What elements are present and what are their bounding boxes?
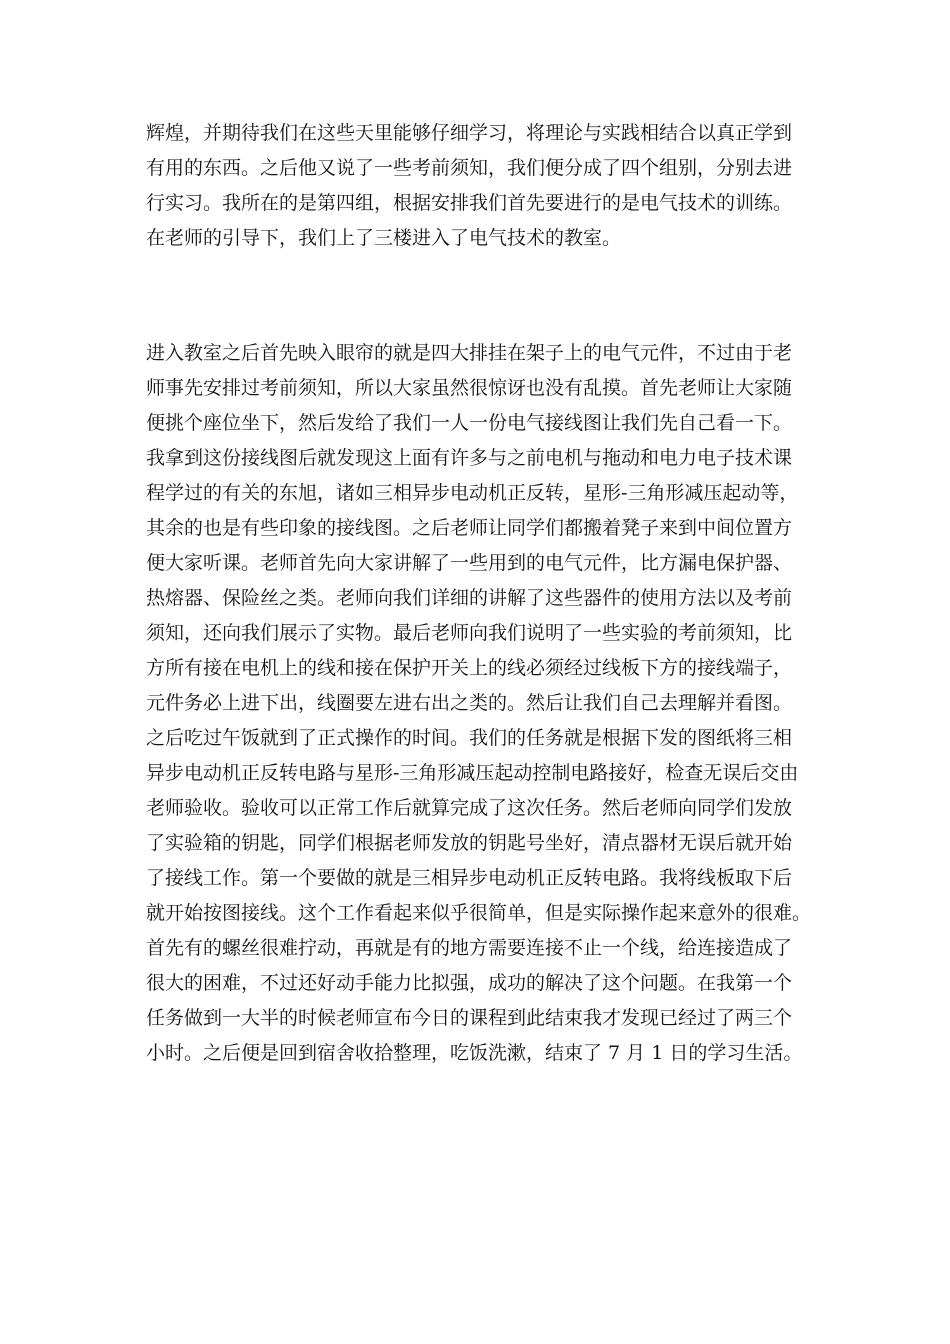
paragraph-line: 了接线工作。第一个要做的就是三相异步电动机正反转电路。我将线板取下后 (146, 867, 793, 889)
paragraph-2 (146, 336, 816, 1071)
paragraph-line: 我拿到这份接线图后就发现这上面有许多与之前电机与拖动和电力电子技术课 (146, 447, 793, 469)
paragraph-line: 小时。之后便是回到宿舍收拾整理，吃饭洗漱，结束了 7 月 1 日的学习生活。 (146, 1042, 803, 1064)
paragraph-line: 有用的东西。之后他又说了一些考前须知，我们便分成了四个组别，分别去进 (146, 157, 793, 179)
paragraph-line: 进入教室之后首先映入眼帘的就是四大排挂在架子上的电气元件，不过由于老 (146, 342, 793, 364)
paragraph-line: 便挑个座位坐下，然后发给了我们一人一份电气接线图让我们先自己看一下。 (146, 412, 793, 434)
paragraph-line: 须知，还向我们展示了实物。最后老师向我们说明了一些实验的考前须知，比 (146, 622, 793, 644)
paragraph-line: 之后吃过午饭就到了正式操作的时间。我们的任务就是根据下发的图纸将三相 (146, 727, 793, 749)
paragraph-line: 师事先安排过考前须知，所以大家虽然很惊讶也没有乱摸。首先老师让大家随 (146, 377, 793, 399)
paragraph-line: 行实习。我所在的是第四组，根据安排我们首先要进行的是电气技术的训练。 (146, 192, 793, 214)
paragraph-line: 老师验收。验收可以正常工作后就算完成了这次任务。然后老师向同学们发放 (146, 797, 793, 819)
paragraph-line: 很大的困难，不过还好动手能力比拟强，成功的解决了这个问题。在我第一个 (146, 972, 793, 994)
paragraph-1 (146, 116, 816, 256)
paragraph-line: 首先有的螺丝很难拧动，再就是有的地方需要连接不止一个线，给连接造成了 (146, 937, 793, 959)
paragraph-line: 元件务必上进下出，线圈要左进右出之类的。然后让我们自己去理解并看图。 (146, 692, 793, 714)
paragraph-line: 方所有接在电机上的线和接在保护开关上的线必须经过线板下方的接线端子， (146, 657, 793, 679)
paragraph-line: 在老师的引导下，我们上了三楼进入了电气技术的教室。 (146, 227, 622, 249)
paragraph-line: 热熔器、保险丝之类。老师向我们详细的讲解了这些器件的使用方法以及考前 (146, 587, 793, 609)
paragraph-line: 辉煌，并期待我们在这些天里能够仔细学习，将理论与实践相结合以真正学到 (146, 122, 793, 144)
paragraph-line: 任务做到一大半的时候老师宣布今日的课程到此结束我才发现已经过了两三个 (146, 1007, 793, 1029)
paragraph-line: 程学过的有关的东旭，诸如三相异步电动机正反转，星形-三角形减压起动等， (146, 482, 799, 504)
paragraph-line: 其余的也是有些印象的接线图。之后老师让同学们都搬着凳子来到中间位置方 (146, 517, 793, 539)
paragraph-line: 了实验箱的钥匙，同学们根据老师发放的钥匙号坐好，清点器材无误后就开始 (146, 832, 793, 854)
paragraph-line: 便大家听课。老师首先向大家讲解了一些用到的电气元件，比方漏电保护器、 (146, 552, 793, 574)
paragraph-line: 就开始按图接线。这个工作看起来似乎很简单，但是实际操作起来意外的很难。 (146, 902, 812, 924)
paragraph-line: 异步电动机正反转电路与星形-三角形减压起动控制电路接好，检查无误后交由 (146, 762, 799, 784)
